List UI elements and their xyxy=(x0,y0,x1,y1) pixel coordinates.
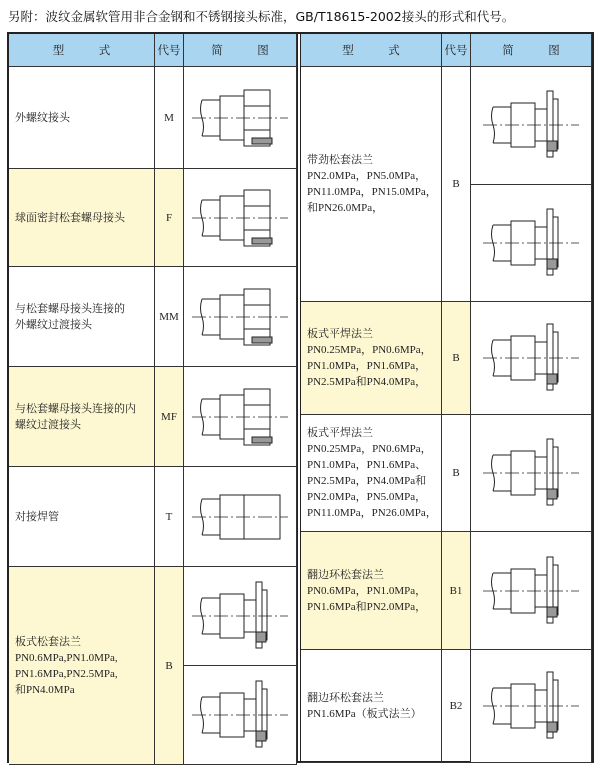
fitting-drawing-icon xyxy=(190,277,290,357)
diagram-cell xyxy=(184,267,297,367)
type-cell xyxy=(9,367,155,467)
cell-text: 型 式 xyxy=(342,43,400,57)
type-cell xyxy=(9,267,155,367)
type-text: 外螺纹过渡接头 xyxy=(15,318,92,331)
diagram-cell xyxy=(471,650,592,763)
cell-text: 简 图 xyxy=(502,43,560,57)
type-text: 板式松套法兰 xyxy=(15,635,81,648)
diagram-cell xyxy=(184,67,297,169)
type-text: 板式平焊法兰 xyxy=(307,427,373,439)
header-diagram xyxy=(184,34,297,67)
type-text: PN1.0MPa，PN1.6MPa， xyxy=(307,360,427,372)
type-cell xyxy=(301,67,442,302)
type-cell xyxy=(9,67,155,169)
code-cell xyxy=(442,415,471,532)
header-type xyxy=(9,34,155,67)
fitting-drawing-icon xyxy=(190,477,290,557)
type-text: 球面密封松套螺母接头 xyxy=(15,211,125,224)
type-cell xyxy=(9,169,155,267)
fitting-drawing-icon xyxy=(481,433,581,513)
fitting-drawing-icon xyxy=(481,203,581,283)
cell-text: 型 式 xyxy=(52,43,111,57)
code-cell xyxy=(442,67,471,302)
type-text: PN0.25MPa，PN0.6MPa， xyxy=(307,344,432,356)
type-text: PN11.0MPa，PN26.0MPa， xyxy=(307,507,437,519)
cell-text: B xyxy=(452,352,460,364)
fitting-drawing-icon xyxy=(190,675,290,755)
code-cell xyxy=(442,650,471,763)
header-code xyxy=(442,34,471,67)
header-type xyxy=(301,34,442,67)
header-diagram xyxy=(471,34,592,67)
type-text: 与松套螺母接头连接的 xyxy=(15,302,125,315)
diagram-cell xyxy=(471,185,592,303)
cell-text: B xyxy=(452,467,460,479)
type-text: 与松套螺母接头连接的内 xyxy=(15,402,136,415)
code-cell xyxy=(155,367,184,467)
fitting-drawing-icon xyxy=(190,78,290,158)
diagram-cell xyxy=(471,67,592,185)
fitting-drawing-icon xyxy=(481,551,581,631)
header-code xyxy=(155,34,184,67)
diagram-cell xyxy=(184,367,297,467)
diagram-cell xyxy=(184,567,297,666)
page-title: 另附：波纹金属软管用非合金钢和不锈钢接头标准，GB/T18615-2002接头的形式和代号。 xyxy=(8,9,515,24)
cell-text: T xyxy=(165,510,173,523)
type-text: 螺纹过渡接头 xyxy=(15,418,81,431)
code-cell xyxy=(155,467,184,567)
type-text: 和PN4.0MPa xyxy=(15,683,75,696)
diagram-cell xyxy=(471,302,592,415)
cell-text: 代号 xyxy=(444,43,468,57)
diagram-cell xyxy=(471,415,592,532)
fittings-table xyxy=(7,32,594,763)
type-cell xyxy=(9,567,155,765)
type-text: PN11.0MPa，PN15.0MPa， xyxy=(307,186,437,198)
cell-text: B2 xyxy=(449,700,463,712)
diagram-cell xyxy=(184,666,297,765)
code-cell xyxy=(442,532,471,650)
type-text: 和PN26.0MPa， xyxy=(307,202,384,214)
code-cell xyxy=(442,302,471,415)
type-text: PN1.6MPa（板式法兰） xyxy=(307,708,422,720)
type-text: PN0.25MPa，PN0.6MPa， xyxy=(307,443,432,455)
type-text: 板式平焊法兰 xyxy=(307,328,373,340)
diagram-cell xyxy=(471,532,592,650)
code-cell xyxy=(155,567,184,765)
type-text: PN2.0MPa，PN5.0MPa， xyxy=(307,491,427,503)
diagram-cell xyxy=(184,467,297,567)
type-text: PN1.6MPa,PN2.5MPa, xyxy=(15,667,118,680)
type-text: PN1.6MPa和PN2.0MPa， xyxy=(307,600,427,613)
cell-text: 代号 xyxy=(157,43,181,57)
type-text: PN0.6MPa，PN1.0MPa， xyxy=(307,584,427,597)
type-text: 外螺纹接头 xyxy=(15,111,70,124)
type-text: 对接焊管 xyxy=(15,510,59,523)
cell-text: MM xyxy=(159,310,179,323)
type-cell xyxy=(9,467,155,567)
type-cell xyxy=(301,532,442,650)
cell-text: B xyxy=(452,178,460,190)
fitting-drawing-icon xyxy=(481,85,581,165)
code-cell xyxy=(155,267,184,367)
cell-text: 简 图 xyxy=(211,43,269,57)
diagram-cell xyxy=(184,169,297,267)
fitting-drawing-icon xyxy=(190,178,290,258)
type-cell xyxy=(301,415,442,532)
type-text: 带劲松套法兰 xyxy=(307,154,373,166)
type-text: PN2.0MPa，PN5.0MPa， xyxy=(307,170,427,182)
fitting-drawing-icon xyxy=(190,576,290,656)
fitting-drawing-icon xyxy=(481,666,581,746)
cell-text: B xyxy=(165,659,173,672)
fitting-drawing-icon xyxy=(190,377,290,457)
cell-text: MF xyxy=(161,410,177,423)
type-text: 翻边环松套法兰 xyxy=(307,692,384,704)
type-cell xyxy=(301,650,442,763)
type-text: PN2.5MPa，PN4.0MPa和 xyxy=(307,475,427,487)
type-text: PN2.5MPa和PN4.0MPa， xyxy=(307,376,427,388)
type-text: PN1.0MPa，PN1.6MPa、 xyxy=(307,459,427,471)
type-cell xyxy=(301,302,442,415)
code-cell xyxy=(155,169,184,267)
fitting-drawing-icon xyxy=(481,318,581,398)
cell-text: M xyxy=(164,111,174,124)
cell-text: F xyxy=(165,211,173,224)
type-text: 翻边环松套法兰 xyxy=(307,568,384,581)
code-cell xyxy=(155,67,184,169)
cell-text: B1 xyxy=(449,584,463,597)
type-text: PN0.6MPa,PN1.0MPa, xyxy=(15,651,118,664)
